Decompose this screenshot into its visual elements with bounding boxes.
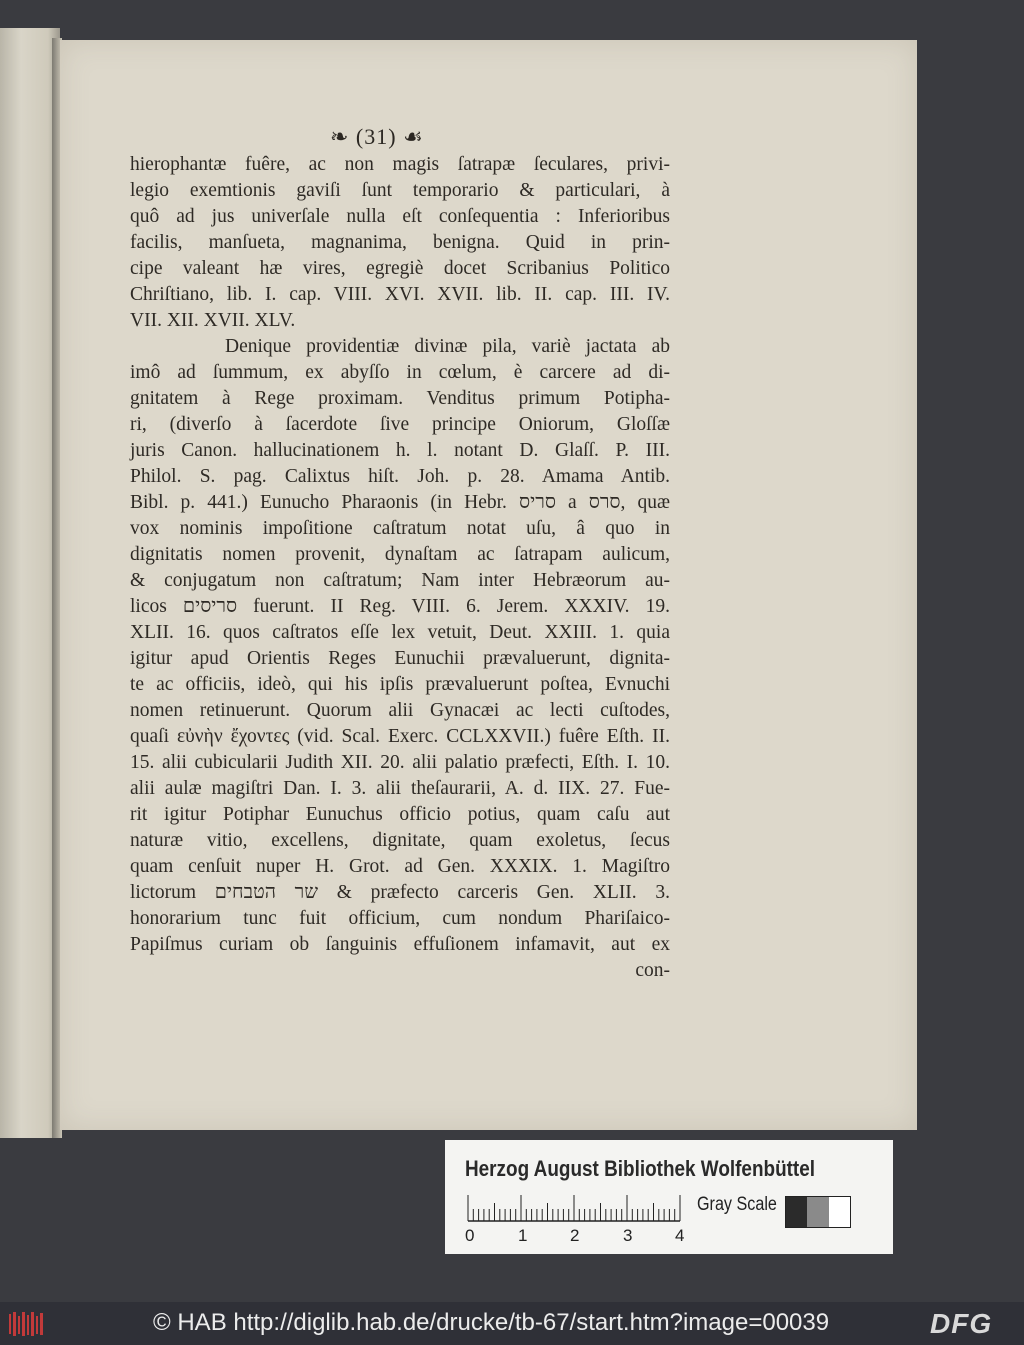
hab-barcode-logo-icon bbox=[8, 1310, 46, 1338]
text-line: gnitatem à Rege proximam. Venditus primum Potipha- bbox=[130, 388, 670, 409]
text-line: licos סריסים fuerunt. II Reg. VIII. 6. Jerem. XXXIV. 19. bbox=[130, 596, 670, 617]
text-line: dignitatis nomen provenit, dynaſtam ac ſatrapam aulicum, bbox=[130, 544, 670, 565]
previous-page-edge bbox=[0, 28, 60, 1138]
gray-scale-label: Gray Scale bbox=[697, 1194, 777, 1215]
gray-scale-swatches bbox=[785, 1196, 851, 1228]
catchword: con- bbox=[635, 960, 670, 981]
text-line: quaſi εὐνὴν ἔχοντες (vid. Scal. Exerc. CCLXXVII.) fuêre Eſth. II. bbox=[130, 726, 670, 747]
text-line: rit igitur Potiphar Eunuchus officio potius, quam caſu aut bbox=[130, 804, 670, 825]
ruler-label: 4 bbox=[675, 1226, 685, 1245]
library-name: Herzog August Bibliothek Wolfenbüttel bbox=[465, 1156, 816, 1181]
page-number-header: ❧ (31) ☙ bbox=[330, 124, 424, 149]
text-line: imô ad ſummum, ex abyſſo in cœlum, è carcere ad di- bbox=[130, 362, 670, 383]
text-line: ri, (diverſo à ſacerdote ſive principe Oniorum, Gloſſæ bbox=[130, 414, 670, 435]
ruler-icon bbox=[467, 1194, 681, 1222]
text-line: 15. alii cubicularii Judith XII. 20. alii palatio præfecti, Eſth. I. 10. bbox=[130, 752, 670, 773]
text-line: nomen retinuerunt. Quorum alii Gynacæi ac lecti cuſtodes, bbox=[130, 700, 670, 721]
text-line: Bibl. p. 441.) Eunucho Pharaonis (in Hebr. סריס a סרס, quæ bbox=[130, 492, 671, 513]
gray-swatch-mid bbox=[807, 1197, 828, 1227]
copyright-url: © HAB http://diglib.hab.de/drucke/tb-67/start.htm?image=00039 bbox=[153, 1309, 830, 1336]
footer-bar bbox=[0, 1302, 1024, 1345]
gray-swatch-light bbox=[829, 1197, 850, 1227]
text-line: te ac officiis, ideò, qui his ipſis prævaluerunt poſtea, Evnuchi bbox=[130, 674, 670, 695]
text-line: Philol. S. pag. Calixtus hiſt. Joh. p. 28. Amama Antib. bbox=[130, 466, 670, 487]
text-line: cipe valeant hæ vires, egregiè docet Scribanius Politico bbox=[130, 258, 670, 279]
text-line: facilis, manſueta, magnanima, benigna. Quid in prin- bbox=[130, 232, 670, 253]
text-line: legio exemtionis gaviſi ſunt temporario & particulari, à bbox=[130, 180, 670, 201]
text-line: vox nominis impoſitione caſtratum notat uſu, â quo in bbox=[130, 518, 670, 539]
text-line: igitur apud Orientis Reges Eunuchii prævaluerunt, dignita- bbox=[130, 648, 670, 669]
text-line: honorarium tunc fuit officium, cum nondum Phariſaico- bbox=[130, 908, 670, 929]
text-line: Denique providentiæ divinæ pila, variè jactata ab bbox=[225, 336, 670, 357]
ruler-label: 0 bbox=[465, 1226, 475, 1245]
text-line: naturæ vitio, excellens, dignitate, quam exoletus, ſecus bbox=[130, 830, 670, 851]
text-line: quam cenſuit nuper H. Grot. ad Gen. XXXIX. 1. Magiſtro bbox=[130, 856, 670, 877]
text-line: Papiſmus curiam ob ſanguinis effuſionem infamavit, aut ex bbox=[130, 934, 670, 955]
ruler-label: 3 bbox=[623, 1226, 633, 1245]
text-line: juris Canon. hallucinationem h. l. notant D. Glaſſ. P. III. bbox=[130, 440, 670, 461]
gray-swatch-dark bbox=[786, 1197, 807, 1227]
text-line: lictorum שר הטבחים & præfecto carceris Gen. XLII. 3. bbox=[130, 882, 670, 903]
text-line: XLII. 16. quos caſtratos eſſe lex vetuit, Deut. XXIII. 1. quia bbox=[130, 622, 670, 643]
text-line: alii aulæ magiſtri Dan. I. 3. alii theſaurarii, A. d. IIX. 27. Fue- bbox=[130, 778, 670, 799]
text-line: quô ad jus univerſale nulla eſt conſequentia : Inferioribus bbox=[130, 206, 670, 227]
dfg-logo: DFG bbox=[930, 1308, 993, 1339]
color-scale-card bbox=[445, 1140, 893, 1254]
text-line: Chriſtiano, lib. I. cap. VIII. XVI. XVII. lib. II. cap. III. IV. bbox=[130, 284, 670, 305]
ruler-label: 1 bbox=[518, 1226, 528, 1245]
text-line: VII. XII. XVII. XLV. bbox=[130, 310, 296, 331]
text-line: & conjugatum non caſtratum; Nam inter Hebræorum au- bbox=[130, 570, 670, 591]
ruler-label: 2 bbox=[570, 1226, 580, 1245]
text-line: hierophantæ fuêre, ac non magis ſatrapæ ſeculares, privi- bbox=[130, 154, 670, 175]
page-text bbox=[130, 152, 670, 984]
